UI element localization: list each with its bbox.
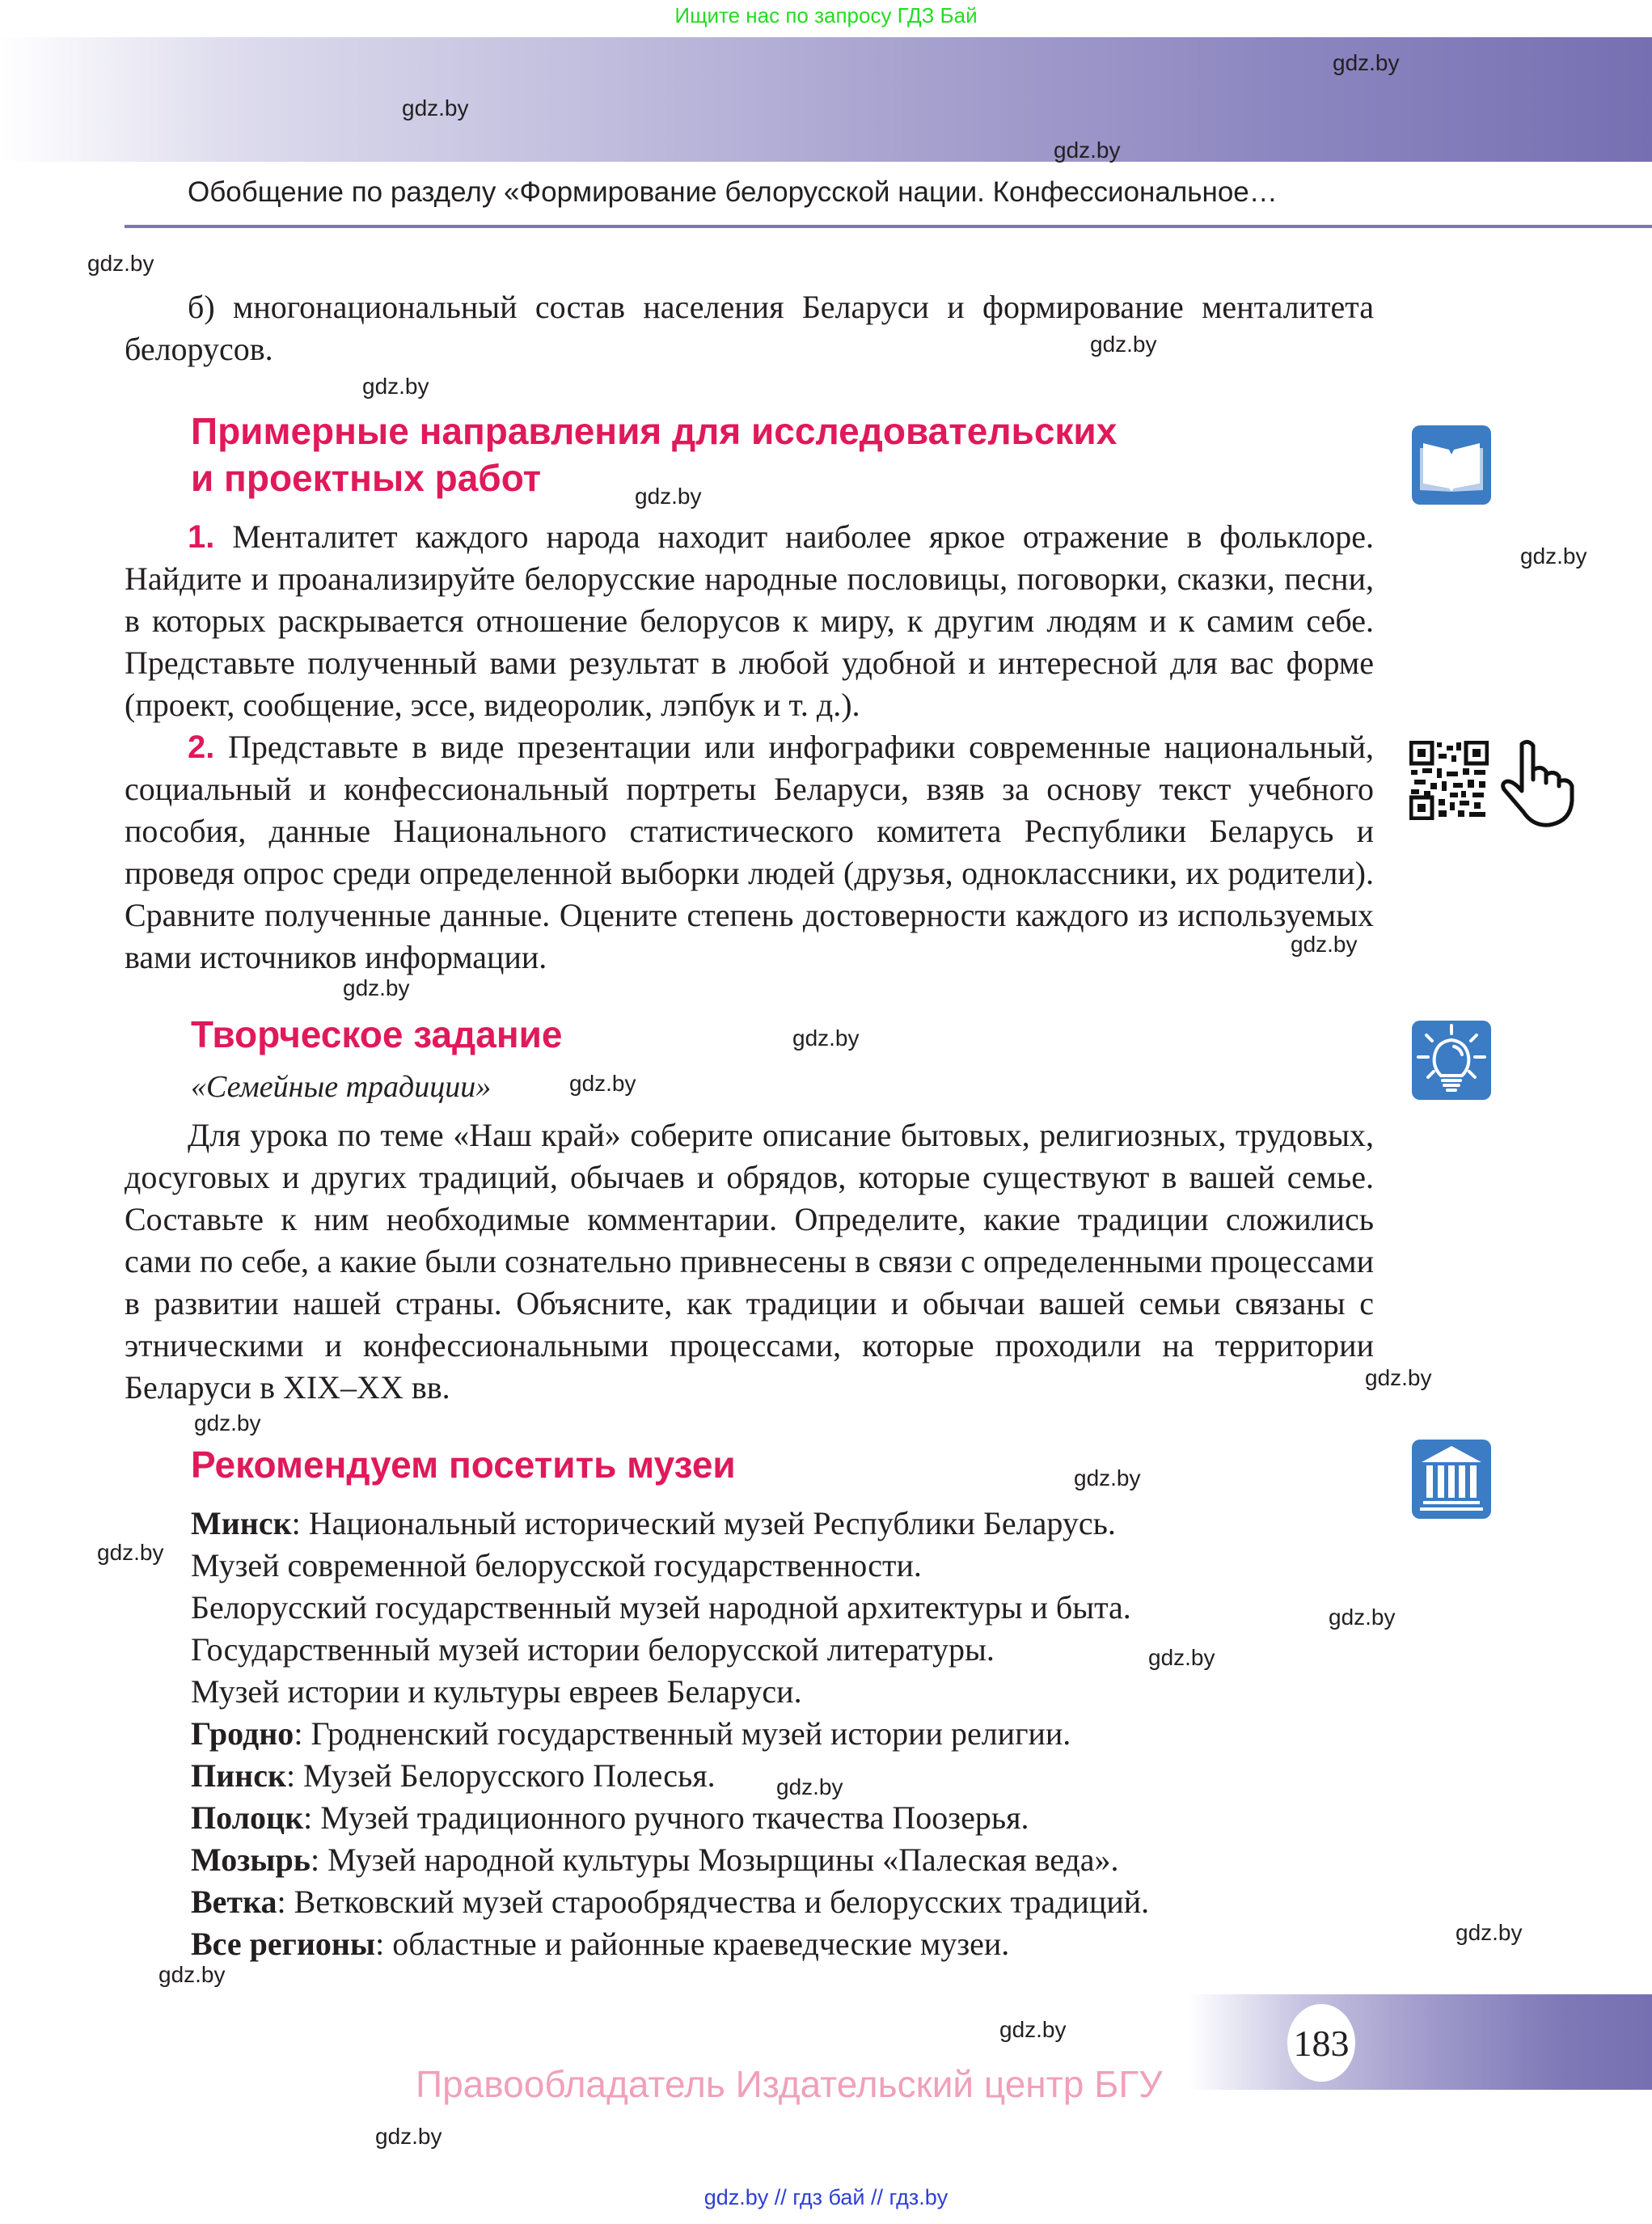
museum-entry (191, 1545, 1404, 1587)
watermark: gdz.by (402, 95, 469, 121)
museum-name: Белорусский государственный музей народной архитектуры и быта. (191, 1589, 1131, 1626)
pointing-hand-icon (1498, 738, 1578, 828)
separator: : (286, 1757, 304, 1794)
museum-list (191, 1503, 1404, 1965)
lightbulb-icon (1412, 1021, 1491, 1100)
museum-entry (191, 1881, 1404, 1923)
watermark: gdz.by (1456, 1920, 1523, 1945)
museum-entry (191, 1671, 1404, 1713)
watermark: gdz.by (158, 1962, 226, 1987)
creative-subtitle: «Семейные традиции» (191, 1070, 492, 1104)
museum-name: Гродненский государственный музей истории религии. (311, 1715, 1071, 1752)
museum-name: областные и районные краеведческие музеи. (392, 1926, 1010, 1962)
watermark: gdz.by (1329, 1605, 1396, 1630)
museum-entry (191, 1629, 1404, 1671)
header-band (0, 37, 1652, 162)
museum-city: Гродно (191, 1715, 294, 1752)
creative-text: Для урока по теме «Наш край» соберите описание бытовых, религиозных, трудовых, досуговых и других традиций, обычаев и обрядов, которые существуют в вашей семье. Составьте к ним необходимые комментарии. Определите, какие традиции сложились сами по себе, а какие были сознательно привнесены в связи с определенными процессами в развитии нашей страны. Объясните, как традиции и обычаи вашей семьи связаны с этническими и конфессиональными процессами, которые проходили на территории Беларуси в XIX–XX вв. (125, 1117, 1374, 1406)
museum-entry (191, 1713, 1404, 1755)
item-number: 2. (188, 729, 215, 765)
header-rule (125, 225, 1652, 228)
watermark: gdz.by (362, 374, 429, 399)
museum-name: Национальный исторический музей Республики Беларусь. (308, 1505, 1116, 1541)
item-text: Представьте в виде презентации или инфографики современные национальный, социальный и конфессиональный портреты Беларуси, взяв за основу текст учебного пособия, данные Национального статистического комитета Республики Беларусь и проведя опрос среди определенной выборки людей (друзья, одноклассники, их родители). Сравните полученные данные. Оцените степень достоверности каждого из используемых вами источников информации. (125, 729, 1374, 975)
watermark: gdz.by (97, 1540, 164, 1565)
watermark: gdz.by (1054, 137, 1121, 163)
museum-name: Музей народной культуры Мозырщины «Палеская веда». (327, 1841, 1119, 1878)
museum-city: Полоцк (191, 1799, 304, 1836)
museum-name: Музей современной белорусской государственности. (191, 1547, 922, 1583)
top-banner[interactable]: Ищите нас по запросу ГДЗ Бай (674, 3, 978, 27)
qr-code-icon[interactable] (1409, 741, 1489, 820)
museum-entry (191, 1923, 1404, 1965)
watermark: gdz.by (87, 251, 154, 276)
watermark: gdz.by (1291, 932, 1358, 957)
watermark: gdz.by (792, 1025, 860, 1051)
museum-name: Музей истории и культуры евреев Беларуси. (191, 1673, 802, 1710)
museum-city: Ветка (191, 1884, 277, 1920)
watermark: gdz.by (635, 484, 702, 509)
page-number: 183 (1287, 2004, 1355, 2082)
museum-name: Государственный музей истории белорусской литературы. (191, 1631, 995, 1668)
museum-city: Мозырь (191, 1841, 311, 1878)
watermark: gdz.by (343, 975, 410, 1000)
watermark: gdz.by (999, 2017, 1067, 2042)
separator: : (375, 1926, 393, 1962)
museum-name: Музей Белорусского Полесья. (303, 1757, 716, 1794)
separator: : (310, 1841, 328, 1878)
bottom-links[interactable]: gdz.by // гдз бай // гдз.by (703, 2185, 949, 2209)
museum-entry (191, 1503, 1404, 1545)
copyright-notice: Правообладатель Издательский центр БГУ (416, 2063, 1163, 2105)
intro-paragraph: б) многонациональный состав населения Беларуси и формирование менталитета белорусов. (125, 289, 1374, 367)
section-title-line: и проектных работ (191, 457, 542, 499)
item-text: Менталитет каждого народа находит наиболее яркое отражение в фольклоре. Найдите и проанализируйте белорусские народные пословицы, поговорки, сказки, песни, в которых раскрывается отношение белорусов к миру, к другим людям и к самим себе. Представьте полученный вами результат в любой удобной и интересной для вас форме (проект, сообщение, эссе, видеоролик, лэпбук и т. д.). (125, 518, 1375, 723)
watermark: gdz.by (1074, 1465, 1141, 1490)
section-title-line: Примерные направления для исследовательских (191, 410, 1118, 452)
separator: : (291, 1505, 309, 1541)
research-item-1 (125, 516, 1374, 726)
research-item-2 (125, 726, 1374, 979)
watermark: gdz.by (194, 1410, 261, 1435)
item-number: 1. (188, 519, 215, 555)
section-title-research (191, 408, 1117, 501)
museum-entry (191, 1587, 1404, 1629)
museum-name: Музей традиционного ручного ткачества Поозерья. (320, 1799, 1029, 1836)
museum-entry (191, 1839, 1404, 1881)
open-book-icon (1412, 425, 1491, 505)
separator: : (277, 1884, 294, 1920)
separator: : (303, 1799, 321, 1836)
separator: : (294, 1715, 311, 1752)
watermark: gdz.by (1333, 50, 1400, 75)
running-head: Обобщение по разделу «Формирование белорусской нации. Конфессиональное… (188, 176, 1278, 208)
footer-band (1189, 1994, 1652, 2090)
watermark: gdz.by (1520, 543, 1587, 569)
section-title-creative: Творческое задание (191, 1013, 563, 1055)
watermark: gdz.by (375, 2124, 442, 2149)
watermark: gdz.by (569, 1071, 636, 1096)
section-title-museums: Рекомендуем посетить музеи (191, 1444, 736, 1486)
museum-city: Минск (191, 1505, 292, 1541)
museum-entry (191, 1755, 1404, 1797)
watermark: gdz.by (1148, 1645, 1215, 1670)
museum-city: Пинск (191, 1757, 287, 1794)
museum-city: Все регионы (191, 1926, 376, 1962)
watermark: gdz.by (1090, 332, 1157, 357)
museum-name: Ветковский музей старообрядчества и белорусских традиций. (294, 1884, 1150, 1920)
museum-building-icon (1412, 1440, 1491, 1519)
watermark: gdz.by (776, 1774, 843, 1799)
museum-entry (191, 1797, 1404, 1839)
watermark: gdz.by (1365, 1365, 1432, 1390)
